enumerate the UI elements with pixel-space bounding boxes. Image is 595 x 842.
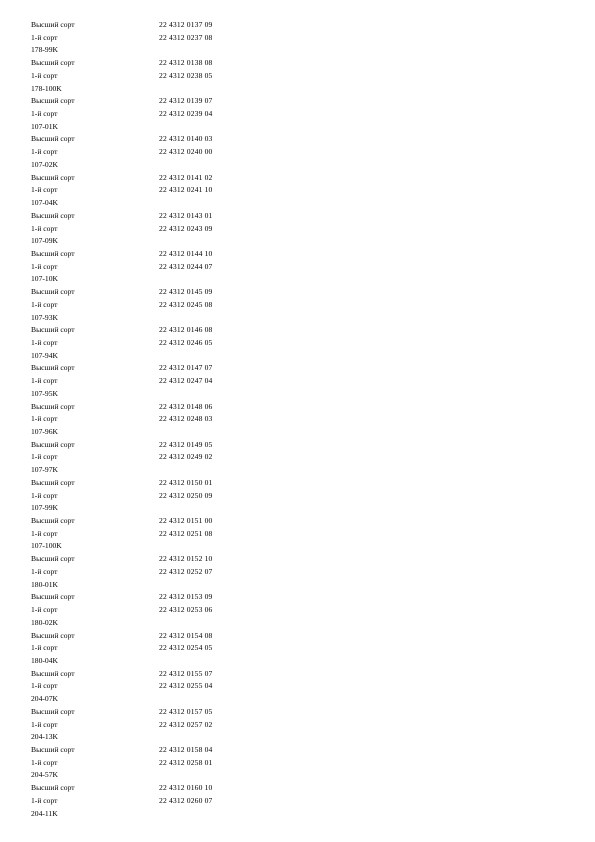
product-code: 22 4312 0144 10: [159, 248, 213, 258]
grade-name: 1-й сорт: [31, 757, 58, 767]
grade-name: Высший сорт: [31, 783, 75, 793]
product-code: 22 4312 0147 07: [159, 363, 213, 373]
product-code: 22 4312 0239 04: [159, 109, 213, 119]
grade-name: Высший сорт: [31, 744, 75, 754]
group-label-row: [31, 44, 571, 57]
grade-name: Высший сорт: [31, 287, 75, 297]
product-code: 22 4312 0152 10: [159, 554, 213, 564]
grade-row: [31, 146, 571, 159]
product-code: 22 4312 0253 06: [159, 605, 213, 615]
group-label: 204-11K: [31, 808, 58, 818]
product-code: 22 4312 0249 02: [159, 452, 213, 462]
grade-row: [31, 261, 571, 274]
product-code: 22 4312 0258 01: [159, 757, 213, 767]
document-list: [31, 19, 571, 820]
grade-row: [31, 490, 571, 503]
group-label-row: [31, 579, 571, 592]
grade-name: Высший сорт: [31, 668, 75, 678]
grade-name: 1-й сорт: [31, 147, 58, 157]
group-label-row: [31, 312, 571, 325]
grade-row: [31, 286, 571, 299]
grade-name: Высший сорт: [31, 363, 75, 373]
grade-name: Высший сорт: [31, 210, 75, 220]
product-code: 22 4312 0252 07: [159, 566, 213, 576]
grade-name: Высший сорт: [31, 58, 75, 68]
grade-name: Высший сорт: [31, 325, 75, 335]
grade-row: [31, 719, 571, 732]
group-label-row: [31, 426, 571, 439]
group-label: 204-13K: [31, 732, 58, 742]
product-code: 22 4312 0139 07: [159, 96, 213, 106]
group-label-row: [31, 197, 571, 210]
product-code: 22 4312 0248 03: [159, 414, 213, 424]
grade-row: [31, 32, 571, 45]
product-code: 22 4312 0150 01: [159, 477, 213, 487]
grade-row: [31, 604, 571, 617]
group-label: 107-01K: [31, 121, 58, 131]
group-label: 107-04K: [31, 198, 58, 208]
product-code: 22 4312 0251 08: [159, 528, 213, 538]
group-label-row: [31, 388, 571, 401]
grade-name: 1-й сорт: [31, 414, 58, 424]
group-label: 180-02K: [31, 617, 58, 627]
grade-name: 1-й сорт: [31, 185, 58, 195]
grade-name: 1-й сорт: [31, 299, 58, 309]
group-label-row: [31, 464, 571, 477]
grade-row: [31, 223, 571, 236]
product-code: 22 4312 0255 04: [159, 681, 213, 691]
grade-name: Высший сорт: [31, 401, 75, 411]
product-code: 22 4312 0141 02: [159, 172, 213, 182]
grade-row: [31, 337, 571, 350]
group-label-row: [31, 617, 571, 630]
grade-row: [31, 515, 571, 528]
grade-row: [31, 375, 571, 388]
group-label: 107-100K: [31, 541, 62, 551]
grade-name: 1-й сорт: [31, 566, 58, 576]
grade-row: [31, 210, 571, 223]
group-label: 204-57K: [31, 770, 58, 780]
grade-row: [31, 95, 571, 108]
group-label-row: [31, 350, 571, 363]
grade-row: [31, 133, 571, 146]
product-code: 22 4312 0243 09: [159, 223, 213, 233]
product-code: 22 4312 0157 05: [159, 706, 213, 716]
grade-name: 1-й сорт: [31, 643, 58, 653]
product-code: 22 4312 0138 08: [159, 58, 213, 68]
group-label-row: [31, 808, 571, 821]
grade-row: [31, 757, 571, 770]
grade-row: [31, 184, 571, 197]
grade-name: 1-й сорт: [31, 223, 58, 233]
product-code: 22 4312 0245 08: [159, 299, 213, 309]
group-label-row: [31, 731, 571, 744]
grade-name: 1-й сорт: [31, 528, 58, 538]
grade-row: [31, 782, 571, 795]
group-label-row: [31, 235, 571, 248]
product-code: 22 4312 0143 01: [159, 210, 213, 220]
group-label-row: [31, 693, 571, 706]
group-label: 107-99K: [31, 503, 58, 513]
grade-row: [31, 795, 571, 808]
group-label-row: [31, 769, 571, 782]
grade-row: [31, 401, 571, 414]
grade-row: [31, 642, 571, 655]
group-label: 107-96K: [31, 427, 58, 436]
grade-name: 1-й сорт: [31, 109, 58, 119]
group-label: 180-04K: [31, 655, 58, 665]
grade-name: 1-й сорт: [31, 32, 58, 42]
grade-name: Высший сорт: [31, 172, 75, 182]
grade-name: 1-й сорт: [31, 605, 58, 615]
grade-name: 1-й сорт: [31, 719, 58, 729]
grade-row: [31, 413, 571, 426]
product-code: 22 4312 0145 09: [159, 287, 213, 297]
grade-name: Высший сорт: [31, 554, 75, 564]
product-code: 22 4312 0244 07: [159, 261, 213, 271]
grade-row: [31, 477, 571, 490]
group-label: 107-93K: [31, 312, 58, 322]
grade-name: 1-й сорт: [31, 795, 58, 805]
grade-row: [31, 70, 571, 83]
grade-row: [31, 591, 571, 604]
group-label: 107-09K: [31, 236, 58, 246]
product-code: 22 4312 0158 04: [159, 744, 213, 754]
grade-row: [31, 668, 571, 681]
grade-row: [31, 108, 571, 121]
grade-row: [31, 451, 571, 464]
grade-name: 1-й сорт: [31, 681, 58, 691]
group-label-row: [31, 83, 571, 96]
grade-row: [31, 19, 571, 32]
grade-name: Высший сорт: [31, 706, 75, 716]
grade-name: Высший сорт: [31, 516, 75, 526]
grade-name: 1-й сорт: [31, 452, 58, 462]
product-code: 22 4312 0160 10: [159, 783, 213, 793]
grade-row: [31, 553, 571, 566]
product-code: 22 4312 0146 08: [159, 325, 213, 335]
grade-row: [31, 57, 571, 70]
product-code: 22 4312 0260 07: [159, 795, 213, 805]
group-label-row: [31, 159, 571, 172]
grade-row: [31, 630, 571, 643]
grade-row: [31, 324, 571, 337]
grade-row: [31, 172, 571, 185]
group-label-row: [31, 502, 571, 515]
grade-row: [31, 362, 571, 375]
grade-name: Высший сорт: [31, 20, 75, 29]
grade-row: [31, 706, 571, 719]
group-label: 204-07K: [31, 694, 58, 704]
grade-name: Высший сорт: [31, 96, 75, 106]
grade-name: 1-й сорт: [31, 70, 58, 80]
group-label-row: [31, 121, 571, 134]
product-code: 22 4312 0151 00: [159, 516, 213, 526]
product-code: 22 4312 0257 02: [159, 719, 213, 729]
product-code: 22 4312 0247 04: [159, 376, 213, 386]
grade-row: [31, 744, 571, 757]
grade-name: Высший сорт: [31, 134, 75, 144]
product-code: 22 4312 0154 08: [159, 630, 213, 640]
group-label: 178-100K: [31, 83, 62, 93]
grade-name: Высший сорт: [31, 248, 75, 258]
grade-name: 1-й сорт: [31, 490, 58, 500]
grade-name: Высший сорт: [31, 439, 75, 449]
product-code: 22 4312 0237 08: [159, 32, 213, 42]
grade-name: 1-й сорт: [31, 376, 58, 386]
product-code: 22 4312 0148 06: [159, 401, 213, 411]
group-label: 107-94K: [31, 350, 58, 360]
product-code: 22 4312 0254 05: [159, 643, 213, 653]
grade-row: [31, 680, 571, 693]
product-code: 22 4312 0149 05: [159, 439, 213, 449]
product-code: 22 4312 0153 09: [159, 592, 213, 602]
grade-row: [31, 528, 571, 541]
product-code: 22 4312 0241 10: [159, 185, 213, 195]
product-code: 22 4312 0140 03: [159, 134, 213, 144]
product-code: 22 4312 0246 05: [159, 337, 213, 347]
group-label-row: [31, 540, 571, 553]
group-label: 180-01K: [31, 579, 58, 589]
grade-name: 1-й сорт: [31, 337, 58, 347]
grade-row: [31, 439, 571, 452]
product-code: 22 4312 0238 05: [159, 70, 213, 80]
grade-name: 1-й сорт: [31, 261, 58, 271]
product-code: 22 4312 0155 07: [159, 668, 213, 678]
group-label: 178-99K: [31, 45, 58, 55]
grade-row: [31, 299, 571, 312]
group-label-row: [31, 273, 571, 286]
group-label: 107-10K: [31, 274, 58, 284]
grade-row: [31, 248, 571, 261]
grade-name: Высший сорт: [31, 592, 75, 602]
product-code: 22 4312 0137 09: [159, 20, 213, 29]
grade-name: Высший сорт: [31, 630, 75, 640]
product-code: 22 4312 0240 00: [159, 147, 213, 157]
group-label: 107-95K: [31, 388, 58, 398]
group-label: 107-97K: [31, 465, 58, 475]
grade-name: Высший сорт: [31, 477, 75, 487]
group-label: 107-02K: [31, 159, 58, 169]
grade-row: [31, 566, 571, 579]
product-code: 22 4312 0250 09: [159, 490, 213, 500]
group-label-row: [31, 655, 571, 668]
